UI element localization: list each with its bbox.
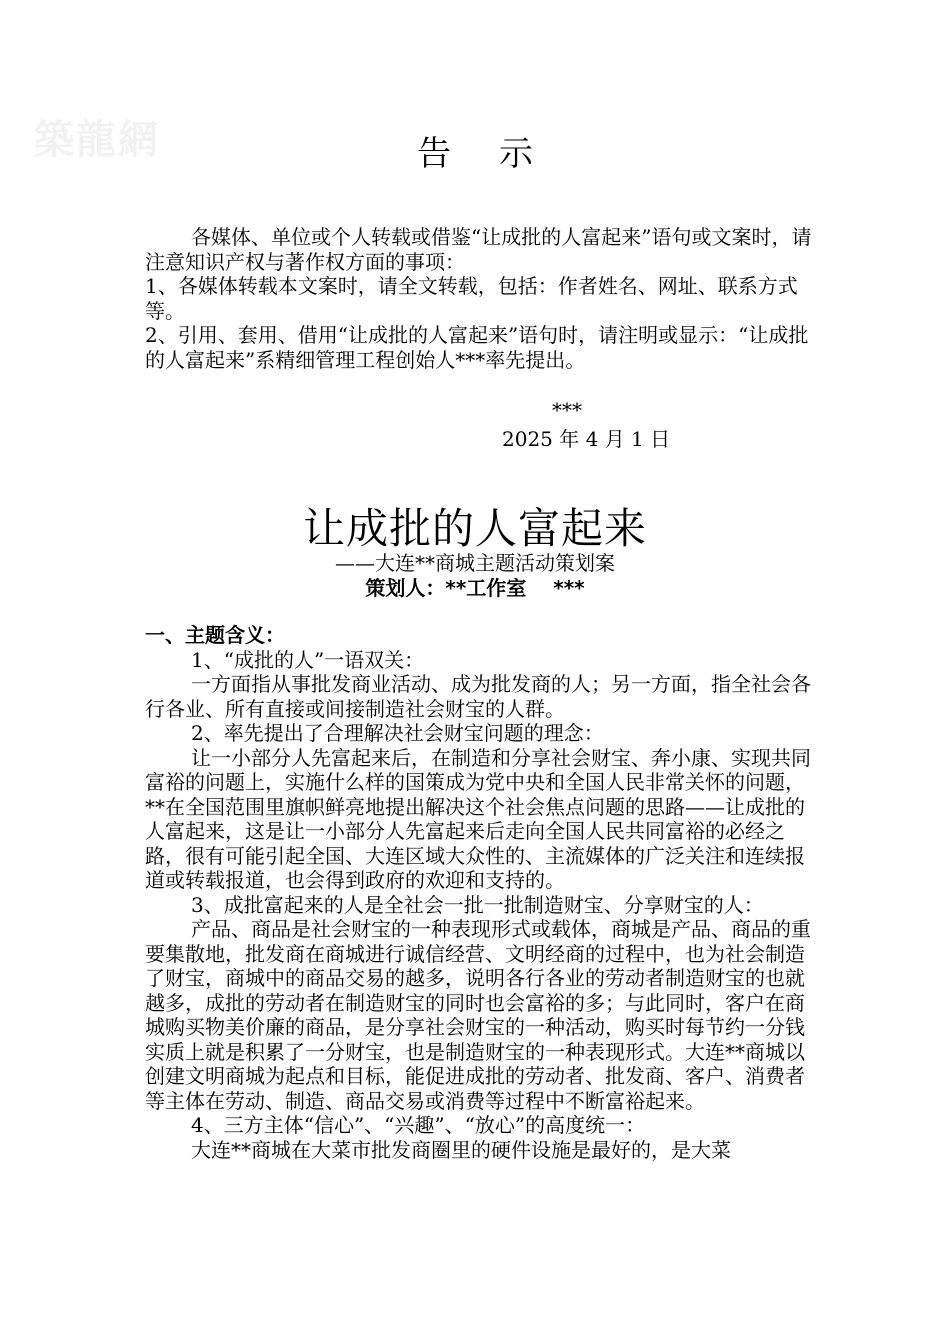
notice-body [145, 225, 813, 372]
watermark-logo: 築龍網 [34, 116, 160, 163]
paragraph-4-title: 4、三方主体“信心”、“兴趣”、“放心”的高度统一： [191, 1113, 646, 1137]
document-title: 让成批的人富起来 [302, 504, 647, 553]
section-1-heading: 一、主题含义： [145, 623, 285, 647]
section-1 [145, 623, 813, 1162]
paragraph-3-title: 3、成批富起来的人是全社会一批一批制造财宝、分享财宝的人： [191, 892, 764, 917]
document-subtitle: ——大连**商城主题活动策划案 [335, 551, 615, 575]
document-planner: 策划人：**工作室 *** [365, 576, 585, 600]
paragraph-4-body: 大连**商城在大菜市批发商圈里的硬件设施是最好的，是大菜 [191, 1137, 731, 1162]
paragraph-3-body: 产品、商品是社会财宝的一种表现形式或载体，商城是产品、商品的重要集散地，批发商在商城进行诚信经营、文明经商的过程中，也为社会制造了财宝，商城中的商品交易的越多，说明各行各业的劳动者制造财宝的也就越多，成批的劳动者在制造财宝的同时也会富裕的多；与此同时，客户在商城购买物美价廉的商品，是分享社会财宝的一种活动，购买时每节约一分钱实质上就是积累了一分财宝，也是制造财宝的一种表现形式。大连**商城以创建文明商城为起点和目标，能促进成批的劳动者、批发商、客户、消费者等主体在劳动、制造、商品交易或消费等过程中不断富裕起来。 [145, 917, 811, 1113]
notice-signer: *** [552, 398, 582, 422]
notice-item-2: 2、引用、套用、借用“让成批的人富起来”语句时，请注明或显示：“让成批的人富起来”系精细管理工程创始人***率先提出。 [145, 323, 809, 372]
paragraph-2-body: 让一小部分人先富起来后，在制造和分享社会财宝、奔小康、实现共同富裕的问题上，实施什么样的国策成为党中央和全国人民非常关怀的问题，**在全国范围里旗帜鲜亮地提出解决这个社会焦点问题的思路——让成批的人富起来，这是让一小部分人先富起来后走向全国人民共同富裕的必经之路，很有可能引起全国、大连区域大众性的、主流媒体的广泛关注和连续报道或转载报道，也会得到政府的欢迎和支持的。 [145, 745, 811, 892]
notice-item-1: 1、各媒体转载本文案时，请全文转载，包括：作者姓名、网址、联系方式等。 [145, 274, 798, 323]
paragraph-1-body: 一方面指从事批发商业活动、成为批发商的人；另一方面，指全社会各行各业、所有直接或间接制造社会财宝的人群。 [145, 672, 811, 721]
paragraph-1-title: 1、“成批的人”一语双关： [191, 647, 425, 672]
notice-intro: 各媒体、单位或个人转载或借鉴“让成批的人富起来”语句或文案时，请注意知识产权与著作权方面的事项： [145, 225, 812, 274]
notice-title: 告示 [417, 134, 581, 174]
paragraph-2-title: 2、率先提出了合理解决社会财宝问题的理念： [191, 721, 604, 745]
notice-date: 2025 年 4 月 1 日 [502, 427, 671, 451]
